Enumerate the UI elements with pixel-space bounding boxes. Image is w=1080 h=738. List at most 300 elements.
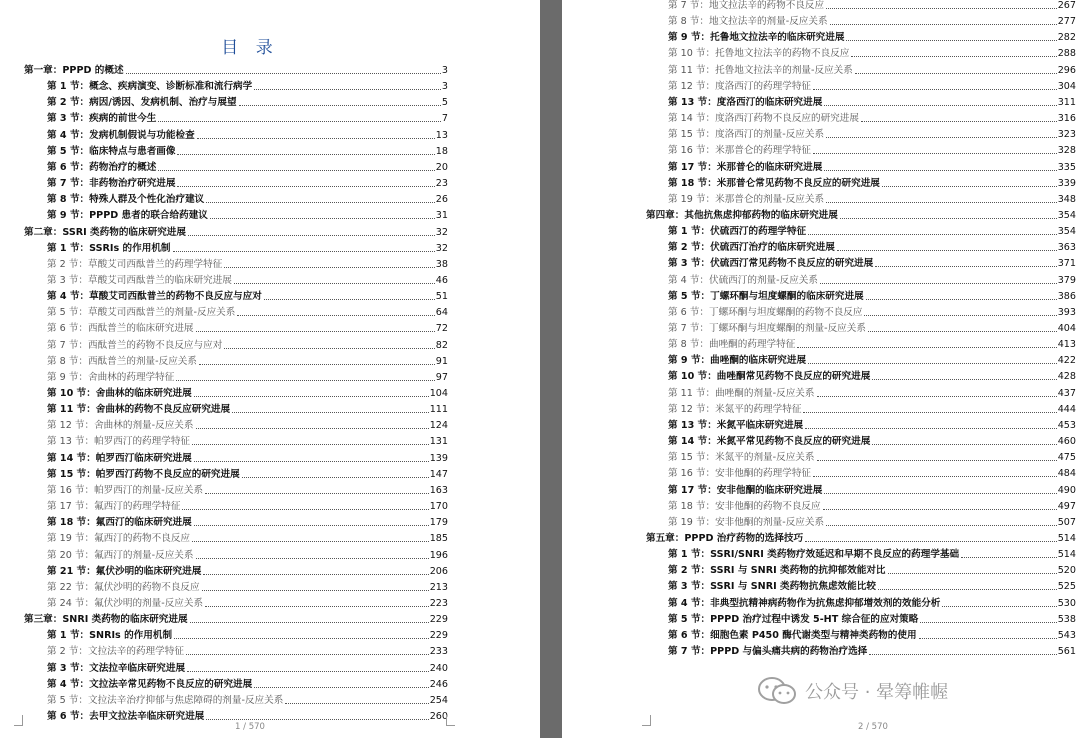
toc-entry[interactable] — [47, 528, 448, 544]
dot-leader — [210, 218, 435, 219]
toc-page-number: 82 — [435, 339, 448, 351]
toc-section-label: 第 19 节：安非他酮的剂量-反应关系 — [668, 516, 825, 528]
toc-entry[interactable] — [668, 496, 1076, 512]
toc-section-label: 第 20 节：氟西汀的剂量-反应关系 — [47, 549, 194, 561]
dot-leader — [254, 687, 428, 688]
toc-page-number: 311 — [1057, 96, 1076, 108]
toc-entry[interactable] — [668, 609, 1076, 625]
toc-page-number: 229 — [429, 630, 448, 642]
toc-entry[interactable] — [668, 431, 1076, 447]
toc-entry[interactable] — [47, 76, 448, 92]
dot-leader — [824, 105, 1056, 106]
toc-page-number: 246 — [429, 678, 448, 690]
dot-leader — [199, 364, 435, 365]
dot-leader — [805, 541, 1057, 542]
dot-leader — [194, 396, 429, 397]
dot-leader — [264, 299, 435, 300]
toc-entry[interactable] — [47, 141, 448, 157]
toc-entry[interactable] — [646, 205, 1076, 221]
toc-section-label: 第 5 节：丁螺环酮与坦度螺酮的临床研究进展 — [668, 290, 864, 302]
dot-leader — [817, 460, 1057, 461]
toc-page-number: 460 — [1057, 436, 1076, 448]
toc-section-label: 第 3 节：SSRI 与 SNRI 类药物抗焦虑效能比较 — [668, 581, 876, 593]
toc-section-label: 第 18 节：安非他酮的药物不良反应 — [668, 500, 821, 512]
toc-page-number: 386 — [1057, 290, 1076, 302]
toc-page-number: 530 — [1057, 597, 1076, 609]
toc-entry[interactable] — [668, 415, 1076, 431]
dot-leader — [196, 331, 435, 332]
toc-section-label: 第 11 节：托鲁地文拉法辛的剂量-反应关系 — [668, 64, 853, 76]
toc-section-label: 第 17 节：米那普仑的临床研究进展 — [668, 161, 823, 173]
dot-leader — [224, 348, 434, 349]
toc-entry[interactable] — [668, 383, 1076, 399]
toc-chapter-label: 第五章：PPPD 治疗药物的选择技巧 — [646, 532, 804, 544]
toc-entry[interactable] — [668, 463, 1076, 479]
toc-entry[interactable] — [668, 173, 1076, 189]
dot-leader — [126, 73, 441, 74]
dot-leader — [823, 509, 1057, 510]
toc-section-label: 第 1 节：概念、疾病演变、诊断标准和流行病学 — [47, 81, 253, 93]
toc-entry[interactable] — [668, 318, 1076, 334]
dot-leader — [861, 121, 1057, 122]
toc-page-number: 7 — [441, 113, 448, 125]
toc-entry[interactable] — [668, 108, 1076, 124]
dot-leader — [888, 573, 1057, 574]
dot-leader — [177, 154, 434, 155]
toc-page-number: 3 — [441, 81, 448, 93]
toc-page-number: 32 — [435, 226, 448, 238]
pdf-page-2 — [562, 0, 1080, 738]
toc-page-number: 72 — [435, 323, 448, 335]
toc-page-number: 282 — [1057, 32, 1076, 44]
toc-entry[interactable] — [47, 641, 448, 657]
dot-leader — [864, 315, 1056, 316]
toc-entry[interactable] — [47, 367, 448, 383]
dot-leader — [174, 638, 429, 639]
toc-section-label: 第 9 节：舍曲林的药理学特征 — [47, 371, 175, 383]
toc-section-label: 第 2 节：伏硫西汀治疗的临床研究进展 — [668, 242, 835, 254]
toc-entry[interactable] — [668, 189, 1076, 205]
toc-page-number: 3 — [441, 65, 448, 76]
toc-section-label: 第 10 节：托鲁地文拉法辛的药物不良反应 — [668, 48, 850, 60]
toc-entry[interactable] — [668, 334, 1076, 350]
toc-section-label: 第 4 节：发病机制假说与功能检查 — [47, 129, 195, 141]
toc-page-number: 179 — [429, 517, 448, 529]
dot-leader — [830, 24, 1057, 25]
toc-section-label: 第 16 节：帕罗西汀的剂量-反应关系 — [47, 484, 204, 496]
dot-leader — [808, 234, 1057, 235]
dot-leader — [820, 283, 1057, 284]
toc-entry[interactable] — [668, 140, 1076, 156]
toc-page-number: 104 — [429, 388, 448, 399]
toc-section-label: 第 5 节：草酸艾司西酞普兰的剂量-反应关系 — [47, 307, 236, 319]
toc-entry[interactable] — [668, 27, 1076, 43]
toc-entry[interactable] — [47, 238, 448, 254]
wechat-icon — [757, 676, 797, 706]
toc-page-number: 277 — [1057, 16, 1076, 28]
toc-section-label: 第 16 节：安非他酮的药理学特征 — [668, 468, 812, 480]
dot-leader — [205, 606, 429, 607]
watermark-text: 公众号 · 晕筹帷幄 — [805, 682, 949, 703]
toc-page-number: 497 — [1057, 500, 1076, 512]
dot-leader — [803, 412, 1056, 413]
dot-leader — [869, 654, 1056, 655]
watermark — [757, 676, 948, 706]
toc-entry[interactable] — [47, 302, 448, 318]
toc-entry[interactable] — [668, 0, 1076, 11]
toc-entry[interactable] — [668, 366, 1076, 382]
toc-section-label: 第 13 节：帕罗西汀的药理学特征 — [47, 436, 191, 448]
toc-page-number: 288 — [1057, 48, 1076, 60]
dot-leader — [196, 558, 429, 559]
toc-page-number: 514 — [1057, 532, 1076, 544]
toc-chapter-label: 第三章：SNRI 类药物的临床研究进展 — [24, 614, 188, 626]
toc-page-number: 453 — [1057, 419, 1076, 431]
toc-entry[interactable] — [668, 512, 1076, 528]
toc-entry[interactable] — [668, 447, 1076, 463]
toc-section-label: 第 6 节：药物治疗的概述 — [47, 161, 157, 173]
dot-leader — [242, 477, 429, 478]
toc-entry[interactable] — [24, 60, 448, 76]
toc-entry[interactable] — [668, 11, 1076, 27]
dot-leader — [868, 331, 1057, 332]
dot-leader — [826, 137, 1057, 138]
toc-page-number: 514 — [1057, 549, 1076, 561]
toc-section-label: 第 4 节：草酸艾司西酞普兰的药物不良反应与应对 — [47, 291, 262, 303]
toc-entry[interactable] — [47, 496, 448, 512]
page-number-2: 2 / 570 — [858, 722, 888, 732]
toc-entry[interactable] — [47, 173, 448, 189]
toc-entry[interactable] — [668, 399, 1076, 415]
toc-page-number: 163 — [429, 484, 448, 496]
toc-section-label: 第 8 节：地文拉法辛的剂量-反应关系 — [668, 16, 828, 28]
dot-leader — [285, 703, 428, 704]
toc-section-label: 第 8 节：曲唑酮的药理学特征 — [668, 339, 796, 351]
toc-section-label: 第 15 节：帕罗西汀药物不良反应的研究进展 — [47, 468, 240, 480]
toc-entry[interactable] — [47, 189, 448, 205]
toc-section-label: 第 8 节：西酞普兰的剂量-反应关系 — [47, 355, 197, 367]
toc-page-number: 51 — [435, 291, 448, 303]
toc-entry[interactable] — [47, 335, 448, 351]
dot-leader — [855, 73, 1057, 74]
toc-page-number: 490 — [1057, 484, 1076, 496]
toc-page-number: 185 — [429, 533, 448, 545]
toc-page-number: 296 — [1057, 64, 1076, 76]
dot-leader — [920, 622, 1056, 623]
dot-leader — [188, 235, 435, 236]
toc-page-number: 23 — [435, 178, 448, 190]
toc-entry[interactable] — [668, 286, 1076, 302]
dot-leader — [182, 509, 428, 510]
toc-entry[interactable] — [47, 399, 448, 415]
toc-page-number: 348 — [1057, 193, 1076, 205]
toc-section-label: 第 9 节：PPPD 患者的联合给药建议 — [47, 210, 208, 222]
toc-section-label: 第 4 节：文拉法辛常见药物不良反应的研究进展 — [47, 678, 253, 690]
toc-page-number: 339 — [1057, 177, 1076, 189]
toc-section-label: 第 5 节：文拉法辛治疗抑郁与焦虑障碍的剂量-反应关系 — [47, 694, 284, 706]
toc-entry[interactable] — [47, 351, 448, 367]
toc-section-label: 第 17 节：安非他酮的临床研究进展 — [668, 484, 823, 496]
toc-page-number: 363 — [1057, 242, 1076, 254]
toc-section-label: 第 10 节：曲唑酮常见药物不良反应的研究进展 — [668, 371, 871, 383]
crop-mark — [14, 715, 23, 726]
toc-page-number: 233 — [429, 646, 448, 658]
toc-section-label: 第 3 节：文法拉辛临床研究进展 — [47, 662, 186, 674]
dot-leader — [837, 250, 1057, 251]
toc-page-number: 91 — [435, 355, 448, 367]
toc-section-label: 第 9 节：托鲁地文拉法辛的临床研究进展 — [668, 32, 845, 44]
toc-entry[interactable] — [668, 560, 1076, 576]
toc-page-number: 335 — [1057, 161, 1076, 173]
toc-entry[interactable] — [668, 124, 1076, 140]
toc-section-label: 第 4 节：非典型抗精神病药物作为抗焦虑抑郁增效剂的效能分析 — [668, 597, 941, 609]
toc-page-number: 379 — [1057, 274, 1076, 286]
crop-mark — [642, 715, 651, 726]
dot-leader — [872, 444, 1056, 445]
dot-leader — [961, 557, 1057, 558]
toc-entry[interactable] — [668, 43, 1076, 59]
toc-page-number: 240 — [429, 662, 448, 674]
toc-page-number: 393 — [1057, 306, 1076, 318]
dot-leader — [878, 589, 1057, 590]
toc-section-label: 第 24 节：氟伏沙明的剂量-反应关系 — [47, 597, 204, 609]
toc-section-label: 第 7 节：西酞普兰的药物不良反应与应对 — [47, 339, 223, 351]
toc-section-label: 第 1 节：伏硫西汀的药理学特征 — [668, 226, 807, 238]
toc-page-number: 131 — [429, 436, 448, 448]
toc-section-label: 第 6 节：去甲文拉法辛临床研究进展 — [47, 711, 205, 722]
toc-entry[interactable] — [24, 609, 448, 625]
toc-chapter-label: 第二章：SSRI 类药物的临床研究进展 — [24, 226, 186, 238]
toc-section-label: 第 14 节：米氮平常见药物不良反应的研究进展 — [668, 436, 871, 448]
toc-chapter-label: 第四章：其他抗焦虑抑郁药物的临床研究进展 — [646, 209, 838, 221]
toc-section-label: 第 2 节：病因/诱因、发病机制、治疗与展望 — [47, 97, 237, 109]
toc-section-label: 第 1 节：SSRIs 的作用机制 — [47, 242, 171, 254]
toc-section-label: 第 3 节：疾病的前世今生 — [47, 113, 157, 125]
toc-page-number: 371 — [1057, 258, 1076, 270]
toc-page-number: 354 — [1057, 209, 1076, 221]
toc-page-number: 229 — [429, 614, 448, 626]
toc-page-number: 64 — [435, 307, 448, 319]
toc-entry[interactable] — [47, 464, 448, 480]
dot-leader — [187, 671, 429, 672]
dot-leader — [840, 218, 1057, 219]
dot-leader — [866, 299, 1057, 300]
toc-section-label: 第 2 节：草酸艾司西酞普兰的药理学特征 — [47, 258, 223, 270]
toc-entry[interactable] — [668, 76, 1076, 92]
toc-section-label: 第 1 节：SSRI/SNRI 类药物疗效延迟和早期不良反应的药理学基础 — [668, 549, 960, 561]
dot-leader — [202, 590, 429, 591]
toc-page-number: 561 — [1057, 646, 1076, 657]
toc-entry[interactable] — [668, 480, 1076, 496]
toc-page-number: 267 — [1057, 0, 1076, 11]
crop-mark — [446, 715, 455, 726]
toc-entry[interactable] — [47, 512, 448, 528]
toc-entry[interactable] — [668, 576, 1076, 592]
toc-section-label: 第 14 节：度洛西汀药物不良反应的研究进展 — [668, 113, 859, 125]
toc-entry[interactable] — [668, 92, 1076, 108]
toc-entry[interactable] — [47, 577, 448, 593]
toc-page-number: 254 — [429, 694, 448, 706]
toc-page-number: 20 — [435, 161, 448, 173]
toc-page-number: 170 — [429, 501, 448, 513]
toc-entry[interactable] — [47, 318, 448, 334]
toc-section-label: 第 7 节：地文拉法辛的药物不良反应 — [668, 0, 825, 11]
toc-entry[interactable] — [47, 286, 448, 302]
page-number-1: 1 / 570 — [235, 722, 265, 732]
toc-page-number: 404 — [1057, 323, 1076, 334]
dot-leader — [826, 202, 1057, 203]
dot-leader — [186, 654, 429, 655]
toc-section-label: 第 1 节：SNRIs 的作用机制 — [47, 630, 173, 642]
toc-entry[interactable] — [668, 302, 1076, 318]
toc-entry[interactable] — [47, 108, 448, 124]
toc-section-label: 第 5 节：PPPD 治疗过程中诱发 5-HT 综合征的应对策略 — [668, 613, 919, 625]
toc-entry[interactable] — [668, 350, 1076, 366]
toc-section-label: 第 11 节：曲唑酮的剂量-反应关系 — [668, 387, 815, 399]
dot-leader — [196, 428, 429, 429]
toc-page-number: 13 — [435, 129, 448, 141]
toc-page-number: 354 — [1057, 226, 1076, 238]
toc-section-label: 第 13 节：米氮平临床研究进展 — [668, 419, 804, 431]
toc-page-number: 18 — [435, 145, 448, 157]
dot-leader — [824, 170, 1056, 171]
dot-leader — [826, 8, 1057, 9]
dot-leader — [192, 541, 429, 542]
toc-entry[interactable] — [668, 253, 1076, 269]
toc-section-label: 第 7 节：非药物治疗研究进展 — [47, 178, 176, 190]
toc-page-number: 32 — [435, 242, 448, 254]
toc-entry[interactable] — [668, 544, 1076, 560]
toc-section-label: 第 8 节：特殊人群及个性化治疗建议 — [47, 194, 205, 206]
toc-section-label: 第 13 节：度洛西汀的临床研究进展 — [668, 96, 823, 108]
toc-entry[interactable] — [47, 480, 448, 496]
toc-section-label: 第 19 节：氟西汀的药物不良反应 — [47, 533, 191, 545]
toc-section-label: 第 5 节：临床特点与患者画像 — [47, 145, 176, 157]
page-gutter — [540, 0, 562, 738]
dot-leader — [203, 574, 428, 575]
dot-leader — [851, 56, 1056, 57]
toc-page-number: 38 — [435, 258, 448, 270]
toc-section-label: 第 3 节：伏硫西汀常见药物不良反应的研究进展 — [668, 258, 874, 270]
toc-page-number: 475 — [1057, 452, 1076, 464]
toc-section-label: 第 18 节：氟西汀的临床研究进展 — [47, 517, 192, 529]
toc-entry[interactable] — [668, 237, 1076, 253]
dot-leader — [205, 493, 429, 494]
dot-leader — [239, 105, 441, 106]
toc-section-label: 第 6 节：西酞普兰的临床研究进展 — [47, 323, 194, 335]
toc-title: 目 录 — [221, 38, 279, 58]
toc-page-number: 147 — [429, 468, 448, 480]
toc-entry[interactable] — [47, 545, 448, 561]
toc-section-label: 第 14 节：帕罗西汀临床研究进展 — [47, 452, 192, 464]
dot-leader — [232, 412, 429, 413]
toc-entry[interactable] — [47, 254, 448, 270]
toc-entry[interactable] — [47, 415, 448, 431]
toc-section-label: 第 4 节：伏硫西汀的剂量-反应关系 — [668, 274, 818, 286]
dot-leader — [234, 283, 435, 284]
toc-page-number: 5 — [441, 97, 448, 109]
toc-entry[interactable] — [47, 205, 448, 221]
dot-leader — [813, 89, 1057, 90]
toc-entry[interactable] — [24, 222, 448, 238]
toc-page-number: 46 — [435, 274, 448, 286]
dot-leader — [942, 606, 1056, 607]
toc-entry[interactable] — [47, 92, 448, 108]
toc-entry[interactable] — [668, 157, 1076, 173]
toc-page-number: 507 — [1057, 516, 1076, 528]
dot-leader — [875, 266, 1056, 267]
toc-entry[interactable] — [668, 625, 1076, 641]
dot-leader — [824, 493, 1056, 494]
toc-section-label: 第 18 节：米那普仑常见药物不良反应的研究进展 — [668, 177, 880, 189]
toc-entry[interactable] — [47, 431, 448, 447]
toc-entry[interactable] — [646, 528, 1076, 544]
dot-leader — [817, 396, 1057, 397]
dot-leader — [194, 525, 429, 526]
toc-page-number: 422 — [1057, 355, 1076, 367]
toc-entry[interactable] — [47, 270, 448, 286]
toc-entry[interactable] — [47, 448, 448, 464]
toc-page-number: 428 — [1057, 371, 1076, 383]
toc-section-label: 第 19 节：米那普仑的剂量-反应关系 — [668, 193, 825, 205]
toc-section-label: 第 3 节：草酸艾司西酞普兰的临床研究进展 — [47, 274, 232, 286]
toc-section-label: 第 10 节：舍曲林的临床研究进展 — [47, 388, 192, 399]
toc-entry[interactable] — [47, 593, 448, 609]
toc-section-label: 第 9 节：曲唑酮的临床研究进展 — [668, 355, 807, 367]
toc-section-label: 第 6 节：丁螺环酮与坦度螺酮的药物不良反应 — [668, 306, 863, 318]
toc-page-number: 437 — [1057, 387, 1076, 399]
toc-section-label: 第 7 节：PPPD 与偏头痛共病的药物治疗选择 — [668, 646, 868, 657]
toc-entry[interactable] — [47, 125, 448, 141]
dot-leader — [177, 186, 434, 187]
toc-entry[interactable] — [668, 641, 1076, 657]
dot-leader — [826, 525, 1057, 526]
dot-leader — [224, 267, 434, 268]
toc-entry[interactable] — [47, 383, 448, 399]
toc-page-number: 196 — [429, 549, 448, 561]
toc-page-number: 139 — [429, 452, 448, 464]
toc-entry[interactable] — [47, 157, 448, 173]
toc-entry[interactable] — [47, 706, 448, 722]
toc-entry[interactable] — [668, 593, 1076, 609]
dot-leader — [190, 622, 429, 623]
dot-leader — [254, 89, 441, 90]
toc-section-label: 第 2 节：SSRI 与 SNRI 类药物的抗抑郁效能对比 — [668, 565, 886, 577]
toc-entry[interactable] — [668, 221, 1076, 237]
dot-leader — [237, 315, 434, 316]
toc-section-label: 第 12 节：舍曲林的剂量-反应关系 — [47, 420, 194, 432]
dot-leader — [805, 428, 1057, 429]
toc-entry[interactable] — [668, 270, 1076, 286]
dot-leader — [173, 251, 435, 252]
toc-entry[interactable] — [47, 658, 448, 674]
toc-page-number: 213 — [429, 581, 448, 593]
toc-page-number: 525 — [1057, 581, 1076, 593]
toc-page-number: 543 — [1057, 629, 1076, 641]
toc-entry[interactable] — [47, 561, 448, 577]
dot-leader — [206, 719, 428, 720]
toc-page-number: 538 — [1057, 613, 1076, 625]
toc-entry[interactable] — [47, 674, 448, 690]
dot-leader — [176, 380, 434, 381]
toc-entry[interactable] — [668, 60, 1076, 76]
toc-page-number: 97 — [435, 371, 448, 383]
toc-page-number: 520 — [1057, 565, 1076, 577]
toc-page-number: 31 — [435, 210, 448, 222]
toc-page-number: 206 — [429, 565, 448, 577]
toc-entry[interactable] — [47, 625, 448, 641]
toc-entry[interactable] — [47, 690, 448, 706]
